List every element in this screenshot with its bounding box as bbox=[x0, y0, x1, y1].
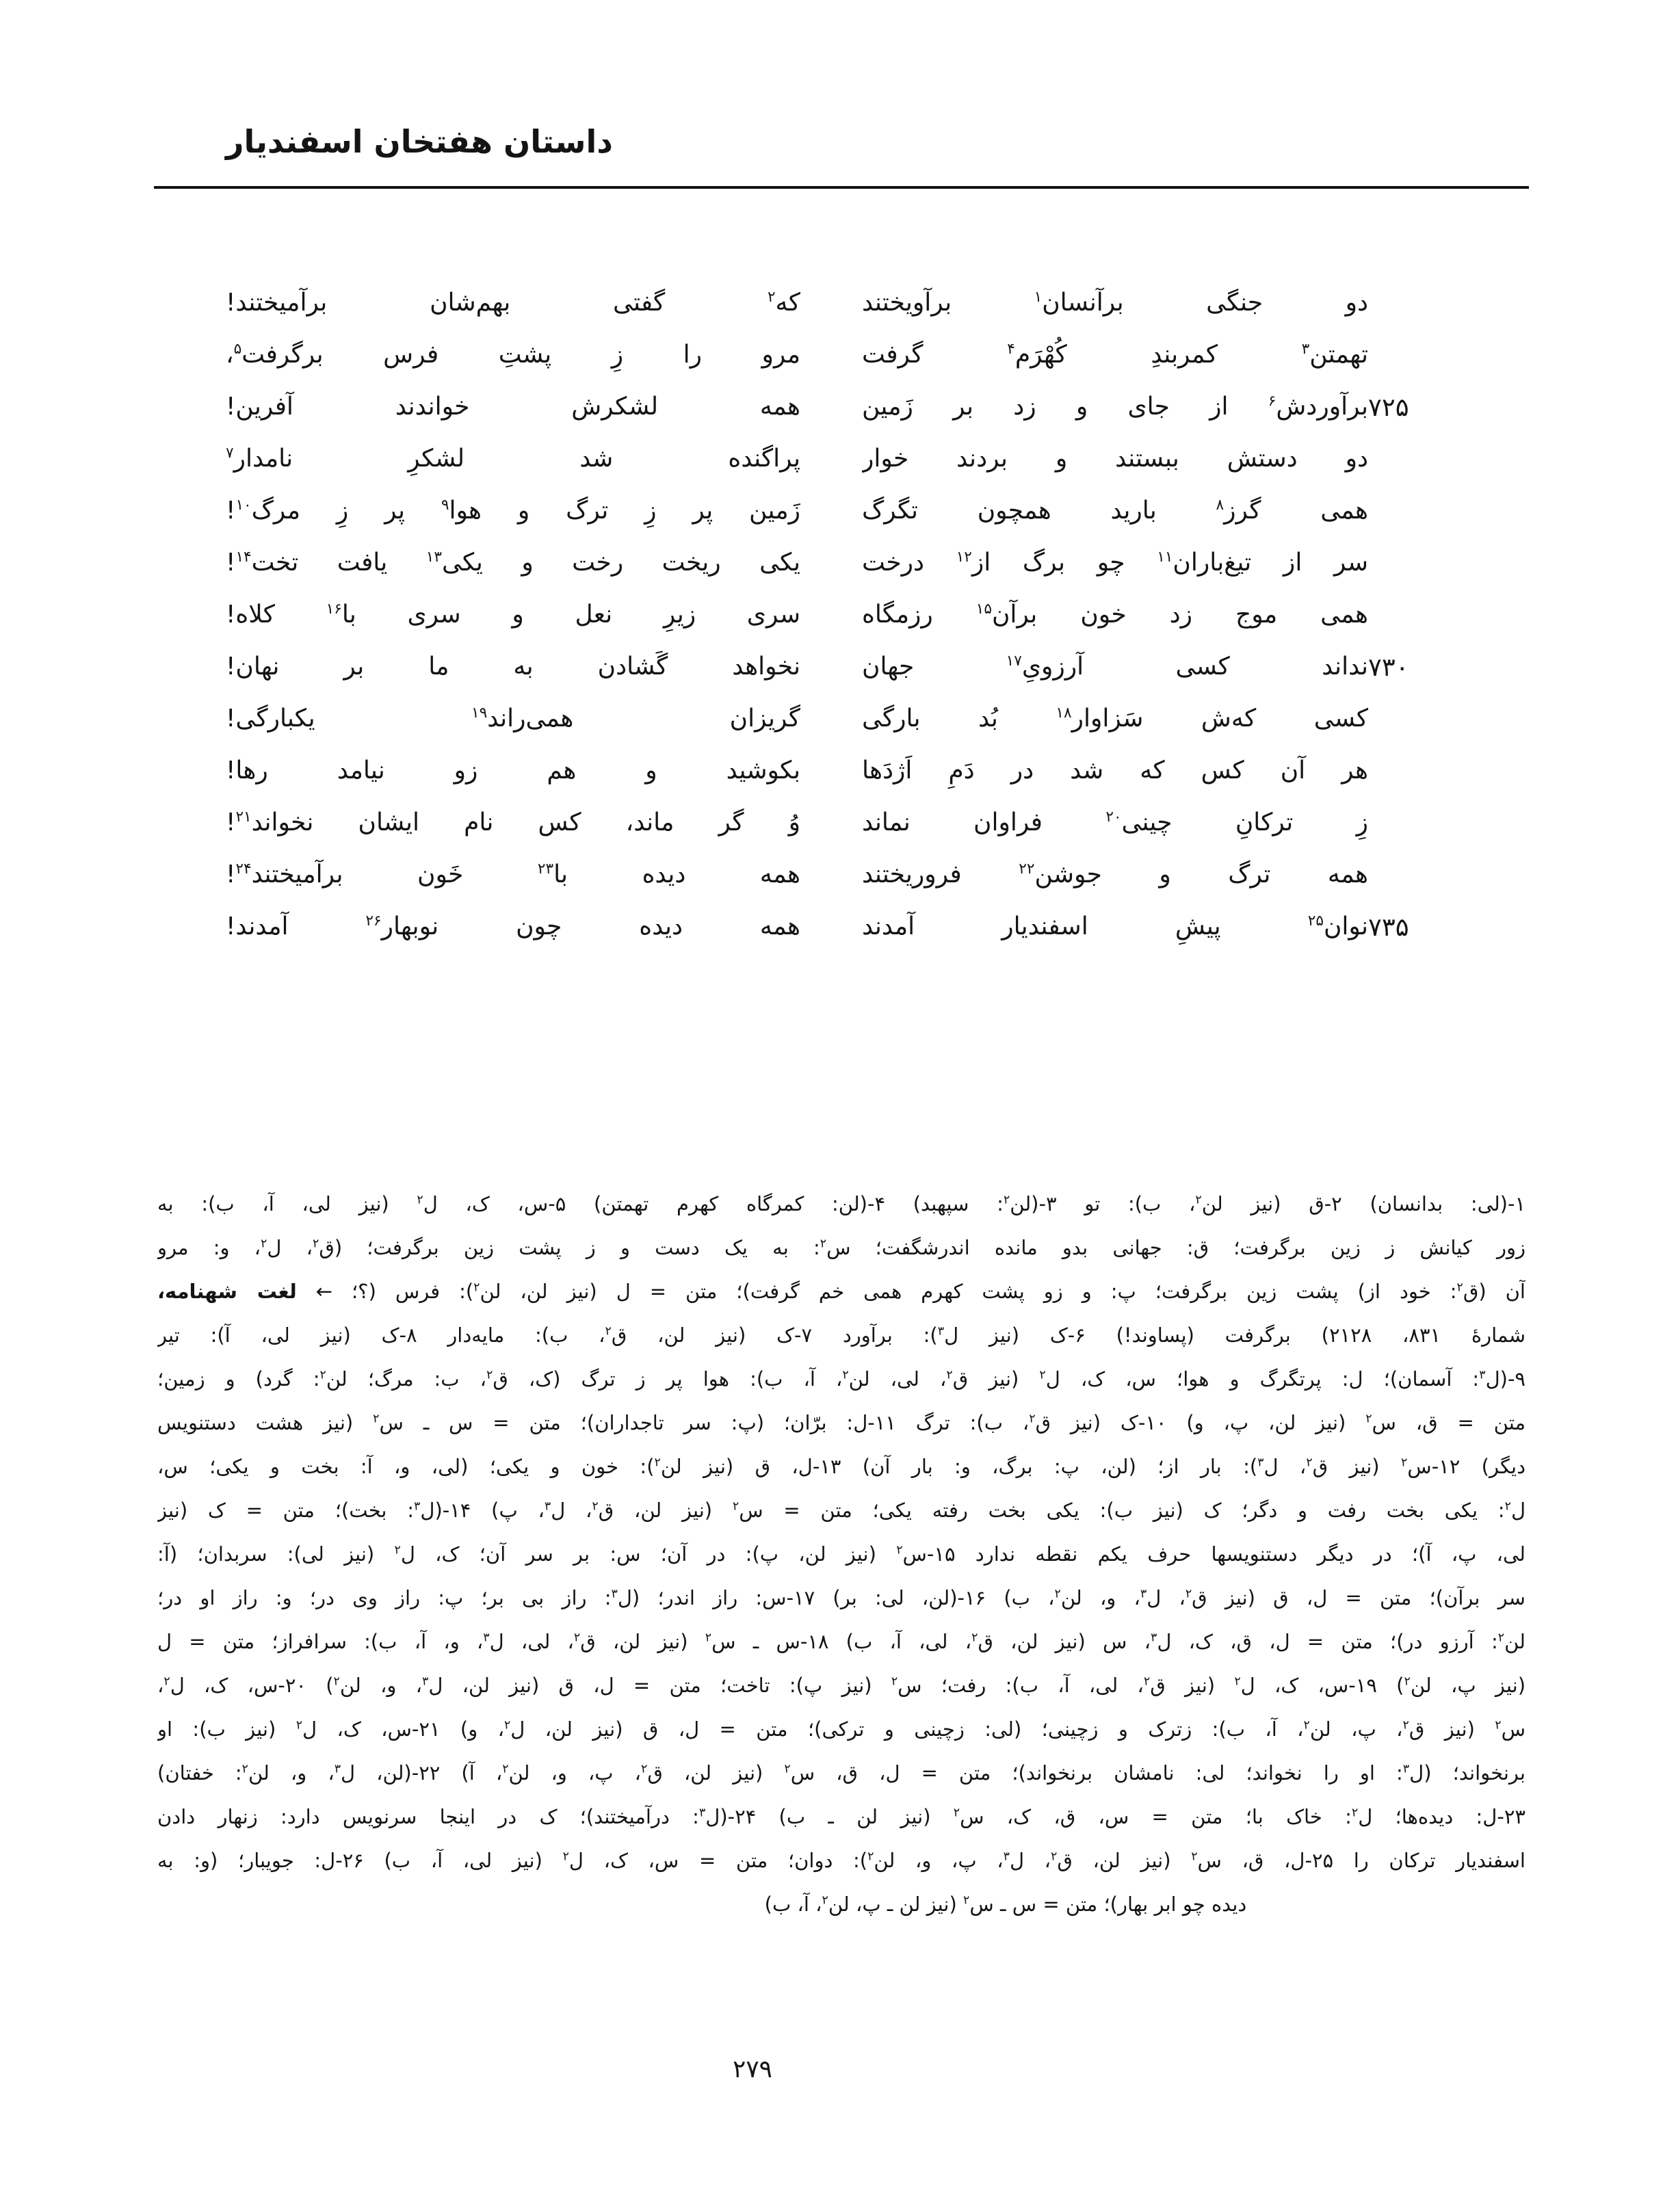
hemistich-first: تهمتن$^۳$ کمربندِ کُهْرَم$^۴$ گرفت bbox=[862, 341, 1368, 369]
verse-row bbox=[157, 277, 1525, 329]
hemistich-second: همه دیده با$^{۲۳}$ خَون برآمیختند$^{۲۴}$! bbox=[226, 860, 800, 888]
footnote-line: س$^۲$ (نیز ق$^۲$، پ، لن$^۲$، آ، ب): زترک و زچینی؛ (لی: زچینی و ترکی)؛ متن = ل، ق (نیز لن، ل$^۲$، و) ۲۱-س، ک، ل$^۲$ (نیز ب): او bbox=[157, 1717, 1525, 1741]
footnote-line: لی، پ، آ)؛ در دیگر دستنویسها حرف یکم نقطه ندارد ۱۵-س$^۲$ (نیز لن، پ): در آن؛ س: بر سر آن؛ ک، ل$^۲$ (نیز لی): سربدان؛ (آ: bbox=[157, 1542, 1525, 1566]
verse-row bbox=[157, 641, 1525, 693]
hemistich-second: همه دیده چون نوبهار$^{۲۶}$ آمدند! bbox=[226, 912, 800, 940]
hemistich-first: نوان$^{۲۵}$ پیشِ اسفندیار آمدند bbox=[862, 912, 1368, 940]
footnote-line: برنخواند؛ (ل$^۳$: او را نخواند؛ لی: نامشان برنخواند)؛ متن = ل، ق، س$^۲$ (نیز لن، ق$^۲$، پ، و، لن$^۲$، آ) ۲۲-(لن، ل$^۳$، و، لن$^۲$: خفتان) bbox=[157, 1761, 1525, 1785]
verse-row bbox=[157, 797, 1525, 849]
footnote-line: لن$^۲$: آرزو در)؛ متن = ل، ق، ک، ل$^۳$، س (نیز لن، ق$^۲$، لی، آ، ب) ۱۸-س ـ س$^۲$ (نیز لن، ق$^۲$، لی، ل$^۳$، و، آ، ب): سرافراز؛ متن = ل bbox=[157, 1630, 1525, 1653]
hemistich-first: همی موج زد خون برآن$^{۱۵}$ رزمگاه bbox=[862, 601, 1368, 629]
hemistich-second: مرو را زِ پشتِ فرس برگرفت$^۵$، bbox=[226, 341, 800, 369]
running-header-title: داستان هفتخان اسفندیار bbox=[226, 123, 613, 160]
hemistich-first: کسی که‌ش سَزاوار$^{۱۸}$ بُد بارگی bbox=[862, 705, 1368, 733]
verse-row bbox=[157, 693, 1525, 745]
verse-row bbox=[157, 901, 1525, 953]
verse-row bbox=[157, 745, 1525, 797]
verse-number: ۷۲۵ bbox=[1368, 392, 1409, 422]
hemistich-second: یکی ریخت رخت و یکی$^{۱۳}$ یافت تخت$^{۱۴}$! bbox=[226, 549, 800, 577]
footnote-last-line: دیده چو ابر بهار)؛ متن = س ـ س$^۲$ (نیز لن ـ پ، لن$^۲$، آ، ب) bbox=[764, 1893, 1247, 1916]
footnote-line: آن (ق$^۲$: خود از) پشت زین برگرفت؛ پ: و زو پشت کهرم همی خم گرفت)؛ متن = ل (نیز لن، لن$^۲$): فرس (؟؛ ← لغت شهنامه، bbox=[157, 1280, 1525, 1303]
hemistich-first: برآوردش$^۶$ از جای و زد بر زَمین bbox=[862, 393, 1368, 421]
hemistich-first: همه ترگ و جوشن$^{۲۲}$ فروریختند bbox=[862, 860, 1368, 888]
footnote-line: ۲۳-ل: دیده‌ها؛ ل$^۲$: خاک با؛ متن = س، ق، ک، س$^۲$ (نیز لن ـ ب) ۲۴-(ل$^۳$: درآمیختند)؛ ک در اینجا سرنویس دارد: زنهار دادن bbox=[157, 1805, 1525, 1828]
footnote-line: ل$^۲$: یکی بخت رفت و دگر؛ ک (نیز ب): یکی بخت رفته یکی؛ متن = س$^۲$ (نیز لن، ق$^۲$، ل$^۳$، پ) ۱۴-(ل$^۳$: بخت)؛ متن = ک (نیز bbox=[157, 1499, 1525, 1522]
verse-row bbox=[157, 329, 1525, 381]
hemistich-first: نداند کسی آرزویِ$^{۱۷}$ جهان bbox=[862, 653, 1368, 681]
hemistich-second: سری زیرِ نعل و سری با$^{۱۶}$ کلاه! bbox=[226, 601, 800, 629]
header-rule bbox=[154, 186, 1529, 189]
footnote-line: اسفندیار ترکان را ۲۵-ل، ق، س$^۲$ (نیز لن، ق$^۲$، ل$^۳$، پ، و، لن$^۲$): دوان؛ متن = س، ک، ل$^۲$ (نیز لی، آ، ب) ۲۶-ل: جویبار؛ (و: به bbox=[157, 1849, 1525, 1872]
verse-row bbox=[157, 537, 1525, 589]
verse-number: ۷۳۰ bbox=[1368, 652, 1409, 682]
verse-row bbox=[157, 381, 1525, 433]
footnote-line: سر برآن)؛ متن = ل، ق (نیز ق$^۲$، ل$^۳$، و، لن$^۲$، ب) ۱۶-(لن، لی: بر) ۱۷-س: راز اندر؛ (ل$^۳$: راز بی بر؛ پ: راز وی در؛ و: راز او در؛ bbox=[157, 1586, 1525, 1609]
footnotes-block bbox=[157, 1182, 1525, 1926]
footnote-line: زور کیانش ز زین برگرفت؛ ق: جهانی بدو مانده اندرشگفت؛ س$^۲$: به یک دست و ز پشت زین برگرفت؛ (ق$^۲$، ل$^۲$، و: مرو bbox=[157, 1236, 1525, 1259]
hemistich-second: همه لشکرش خواندند آفرین! bbox=[226, 393, 800, 421]
hemistich-second: زَمین پر زِ ترگ و هوا$^۹$ پر زِ مرگ$^{۱۰}$! bbox=[226, 497, 800, 525]
verse-row bbox=[157, 849, 1525, 901]
poem-block bbox=[157, 277, 1525, 953]
hemistich-second: بکوشید و هم زو نیامد رها! bbox=[226, 756, 800, 785]
hemistich-first: همی گرز$^۸$ بارید همچون تگرگ bbox=[862, 497, 1368, 525]
hemistich-first: هر آن کس که شد در دَمِ اَژدَها bbox=[862, 756, 1368, 785]
verse-row bbox=[157, 433, 1525, 485]
footnote-line: شمارهٔ ۸۳۱، ۲۱۲۸) برگرفت (پساوند!) ۶-ک (نیز ل$^۳$): برآورد ۷-ک (نیز لن، ق$^۲$، ب): مایه‌دار ۸-ک (نیز لی، آ): تیر bbox=[157, 1324, 1525, 1347]
hemistich-second: وُ گر ماند، کس نام ایشان نخواند$^{۲۱}$! bbox=[226, 808, 800, 837]
verse-number: ۷۳۵ bbox=[1368, 912, 1409, 942]
hemistich-first: سر از تیغ‌باران$^{۱۱}$ چو برگ از$^{۱۲}$ درخت bbox=[862, 549, 1368, 577]
footnote-line: دیگر) ۱۲-س$^۲$ (نیز ق$^۲$، ل$^۳$): بار از؛ (لن، پ: برگ، و: بار آن) ۱۳-ل، ق (نیز لن$^۲$): خون و یکی؛ (لی، و، آ: بخت و یکی؛ س، bbox=[157, 1455, 1525, 1478]
page-number: ۲۷۹ bbox=[732, 2055, 772, 2083]
hemistich-first: زِ ترکانِ چینی$^{۲۰}$ فراوان نماند bbox=[862, 808, 1368, 837]
verse-row bbox=[157, 485, 1525, 537]
hemistich-first: دو دستش ببستند و بردند خوار bbox=[862, 445, 1368, 473]
hemistich-second: نخواهد گَشادن به ما بر نهان! bbox=[226, 653, 800, 681]
footnote-line: (نیز پ، لن$^۲$) ۱۹-س، ک، ل$^۲$ (نیز ق$^۲$، لی، آ، ب): رفت؛ س$^۲$ (نیز پ): تاخت؛ متن = ل، ق (نیز لن، ل$^۳$، و، لن$^۲$) ۲۰-س، ک، ل$^۲$، bbox=[157, 1674, 1525, 1697]
hemistich-second: که$^۲$ گفتی بهم‌شان برآمیختند! bbox=[226, 289, 800, 317]
hemistich-second: گریزان همی‌راند$^{۱۹}$ یکبارگی! bbox=[226, 705, 800, 733]
verse-row bbox=[157, 589, 1525, 641]
hemistich-first: دو جنگی برآنسان$^۱$ برآویختند bbox=[862, 289, 1368, 317]
hemistich-second: پراگنده شد لشکرِ نامدار$^۷$ bbox=[226, 445, 800, 473]
footnote-line: متن = ق، س$^۲$ (نیز لن، پ، و) ۱۰-ک (نیز ق$^۲$، ب): ترگ ۱۱-ل: برّان؛ (پ: سر تاجداران)؛ متن = س ـ س$^۲$ (نیز هشت دستنویس bbox=[157, 1411, 1525, 1434]
footnote-line: ۱-(لی: بدانسان) ۲-ق (نیز لن$^۲$، ب): تو ۳-(لن$^۲$: سپهبد) ۴-(لن: کمرگاه کهرم تهمتن) ۵-س، ک، ل$^۲$ (نیز لی، آ، ب): به bbox=[157, 1192, 1525, 1215]
footnote-line: ۹-(ل$^۳$: آسمان)؛ ل: پرتگرگ و هوا؛ س، ک، ل$^۲$ (نیز ق$^۲$، لی، لن$^۲$، آ، ب): هوا پر ز ترگ (ک، ق$^۲$، ب: مرگ؛ لن$^۲$: گرد) و زمین؛ bbox=[157, 1367, 1525, 1391]
